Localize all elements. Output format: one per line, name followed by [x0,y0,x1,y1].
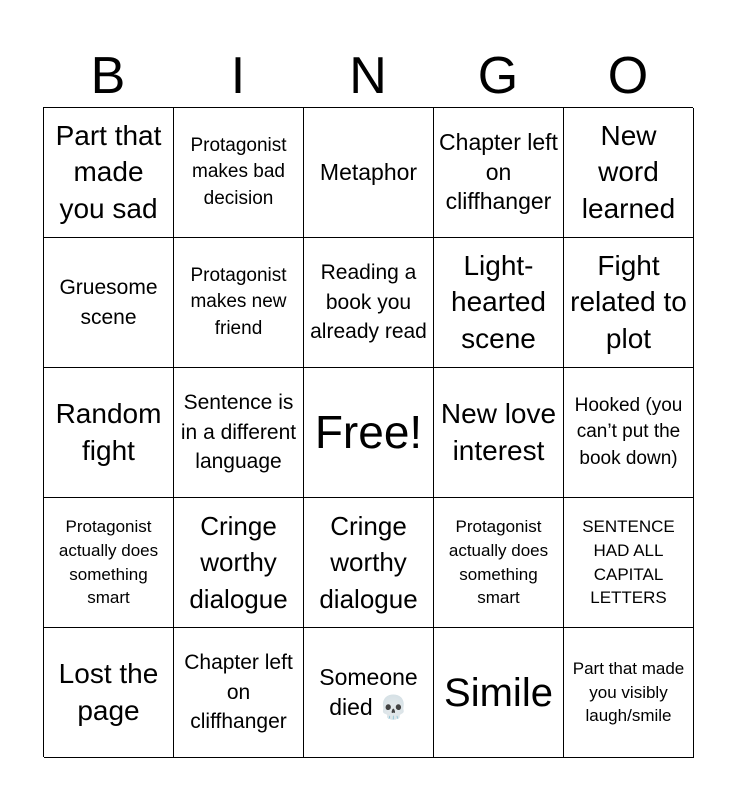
bingo-cell[interactable] [304,108,434,238]
cell-text: Light-hearted scene [451,249,546,354]
cell-text: Sentence is in a different language [180,391,297,474]
header-letter-n: N [349,47,387,105]
bingo-cell[interactable] [434,108,564,238]
header-letter-o: O [607,47,649,105]
cell-text: Protagonist actually does something smart [58,516,159,608]
cell-text: Chapter left on cliffhanger [439,128,558,215]
bingo-cell[interactable] [304,238,434,368]
bingo-cell[interactable] [434,238,564,368]
header-letter-g: G [477,47,519,105]
header-letter-i: I [230,47,246,105]
bingo-cell[interactable] [434,498,564,628]
bingo-cell[interactable] [434,628,564,758]
bingo-board [43,107,693,757]
cell-text: Gruesome scene [59,276,158,329]
cell-text: Hooked (you can’t put the book down) [574,394,683,469]
bingo-header [43,44,693,108]
cell-text: Random fight [55,398,162,466]
header-letter-b: B [90,47,126,105]
bingo-cell[interactable] [564,108,694,238]
cell-text: Metaphor [319,158,418,185]
bingo-cell[interactable] [44,238,174,368]
cell-text: Cringe worthy dialogue [319,510,418,614]
bingo-cell[interactable] [174,368,304,498]
free-space-cell[interactable] [304,368,434,498]
cell-text: Reading a book you already read [310,261,427,344]
cell-text: Chapter left on cliffhanger [184,651,293,734]
cell-text: SENTENCE HAD ALL CAPITAL LETTERS [582,516,675,608]
free-space-text: Free! [314,406,423,459]
bingo-cell[interactable] [174,628,304,758]
bingo-cell[interactable] [304,628,434,758]
cell-text: Protagonist actually does something smart [448,516,549,608]
cell-text: Simile [444,670,553,715]
cell-text: New love interest [440,398,557,466]
cell-text: Part that made you visibly laugh/smile [572,658,685,726]
bingo-cell[interactable] [44,368,174,498]
bingo-cell[interactable] [564,368,694,498]
bingo-cell[interactable] [174,498,304,628]
bingo-cell[interactable] [434,368,564,498]
bingo-cell[interactable] [564,628,694,758]
bingo-cell[interactable] [44,108,174,238]
cell-text: New word learned [581,119,676,224]
bingo-cell[interactable] [44,498,174,628]
cell-text: Protagonist makes bad decision [190,134,287,209]
cell-text: Lost the page [58,658,159,726]
cell-text: Part that made you sad [55,119,162,224]
cell-text: Cringe worthy dialogue [189,510,288,614]
cell-text: Protagonist makes new friend [190,264,287,339]
bingo-cell[interactable] [564,238,694,368]
bingo-cell[interactable] [44,628,174,758]
bingo-cell[interactable] [564,498,694,628]
bingo-cell[interactable] [174,108,304,238]
bingo-cell[interactable] [304,498,434,628]
bingo-cell[interactable] [174,238,304,368]
cell-text: Fight related to plot [570,249,687,354]
cell-text: Someone died 💀 [319,663,418,720]
